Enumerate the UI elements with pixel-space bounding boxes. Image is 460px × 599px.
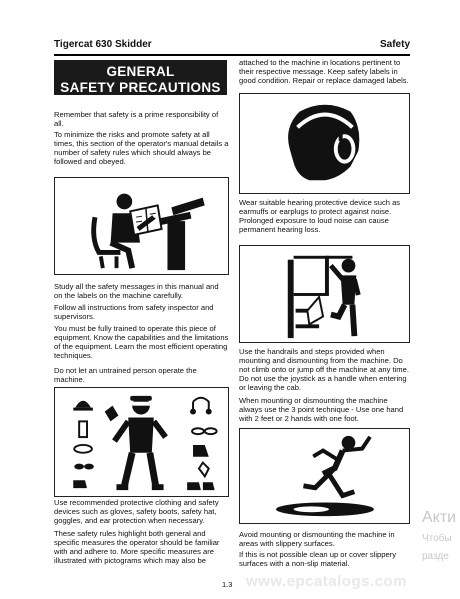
right-para-6: If this is not possible clean up or cover slippery surfaces with a non-slip material. [239, 550, 397, 568]
left-para-6: Do not let an untrained person operate the machine. [54, 366, 197, 384]
section-heading [54, 60, 227, 95]
protective-equipment-pictogram [54, 387, 229, 497]
activation-watermark-line-2: Чтобы [422, 533, 452, 544]
left-para-5: You must be fully trained to operate this piece of equipment. Know the capabilities and the limitations of the equipment. Learn the most efficient operating techniques. [54, 324, 229, 360]
handrail-pictogram [239, 245, 410, 343]
page-number: 1.3 [222, 580, 233, 589]
slippery-surface-pictogram [239, 428, 410, 524]
slipping-person-icon [240, 429, 409, 523]
site-watermark: www.epcatalogs.com [246, 573, 407, 590]
section-title: Safety [379, 39, 410, 50]
right-para-5: Avoid mounting or dismounting the machine in areas with slippery surfaces. [239, 530, 395, 548]
header-rule [54, 54, 410, 56]
climbing-handrail-icon [240, 246, 409, 342]
reading-manual-pictogram [54, 177, 229, 275]
heading-line-2: SAFETY PRECAUTIONS [60, 80, 221, 95]
activation-watermark-text [422, 530, 452, 566]
right-para-3: Use the handrails and steps provided when mounting and dismounting from the machine. Do not climb onto or jump off the machine at any time. Do not use the joystick as a handle when entering or leaving the cab. [239, 347, 409, 392]
manual-title: Tigercat 630 Skidder [54, 39, 152, 50]
left-para-7: Use recommended protective clothing and safety devices such as gloves, safety boots, safety hat, goggles, and ear protection when necessary. [54, 498, 219, 525]
left-para-8: These safety rules highlight both general and specific measures the operator should be familiar with and adhere to. More specific measures are illustrated with pictograms which may also be [54, 529, 220, 565]
person-reading-manual-icon [55, 178, 228, 274]
right-para-1: attached to the machine in locations pertinent to their respective message. Keep safety labels in good condition. Repair or replace damaged labels. [239, 58, 409, 85]
activation-watermark-line-3: разде [422, 551, 449, 562]
left-para-2: To minimize the risks and promote safety at all times, this section of the operator's manual details a number of safety rules which should always be followed and obeyed. [54, 130, 229, 166]
left-para-1: Remember that safety is a prime responsibility of all. [54, 110, 219, 128]
right-para-4: When mounting or dismounting the machine always use the 3 point technique - Use one hand with 2 feet or 2 hands with one foot. [239, 396, 404, 423]
heading-line-1: GENERAL [106, 64, 175, 79]
hearing-protection-pictogram [239, 93, 410, 194]
left-para-4: Follow all instructions from safety inspector and supervisors. [54, 303, 214, 321]
right-para-2: Wear suitable hearing protective device such as earmuffs or earplugs to protect against noise. Prolonged exposure to loud noise can cause permanent hearing loss. [239, 198, 401, 234]
activation-watermark-title: Акти [422, 509, 457, 526]
protective-gear-icon [55, 388, 228, 496]
ear-protection-icon [240, 94, 409, 193]
page-header [54, 39, 410, 53]
left-para-3: Study all the safety messages in this manual and on the labels on the machine carefully. [54, 282, 219, 300]
